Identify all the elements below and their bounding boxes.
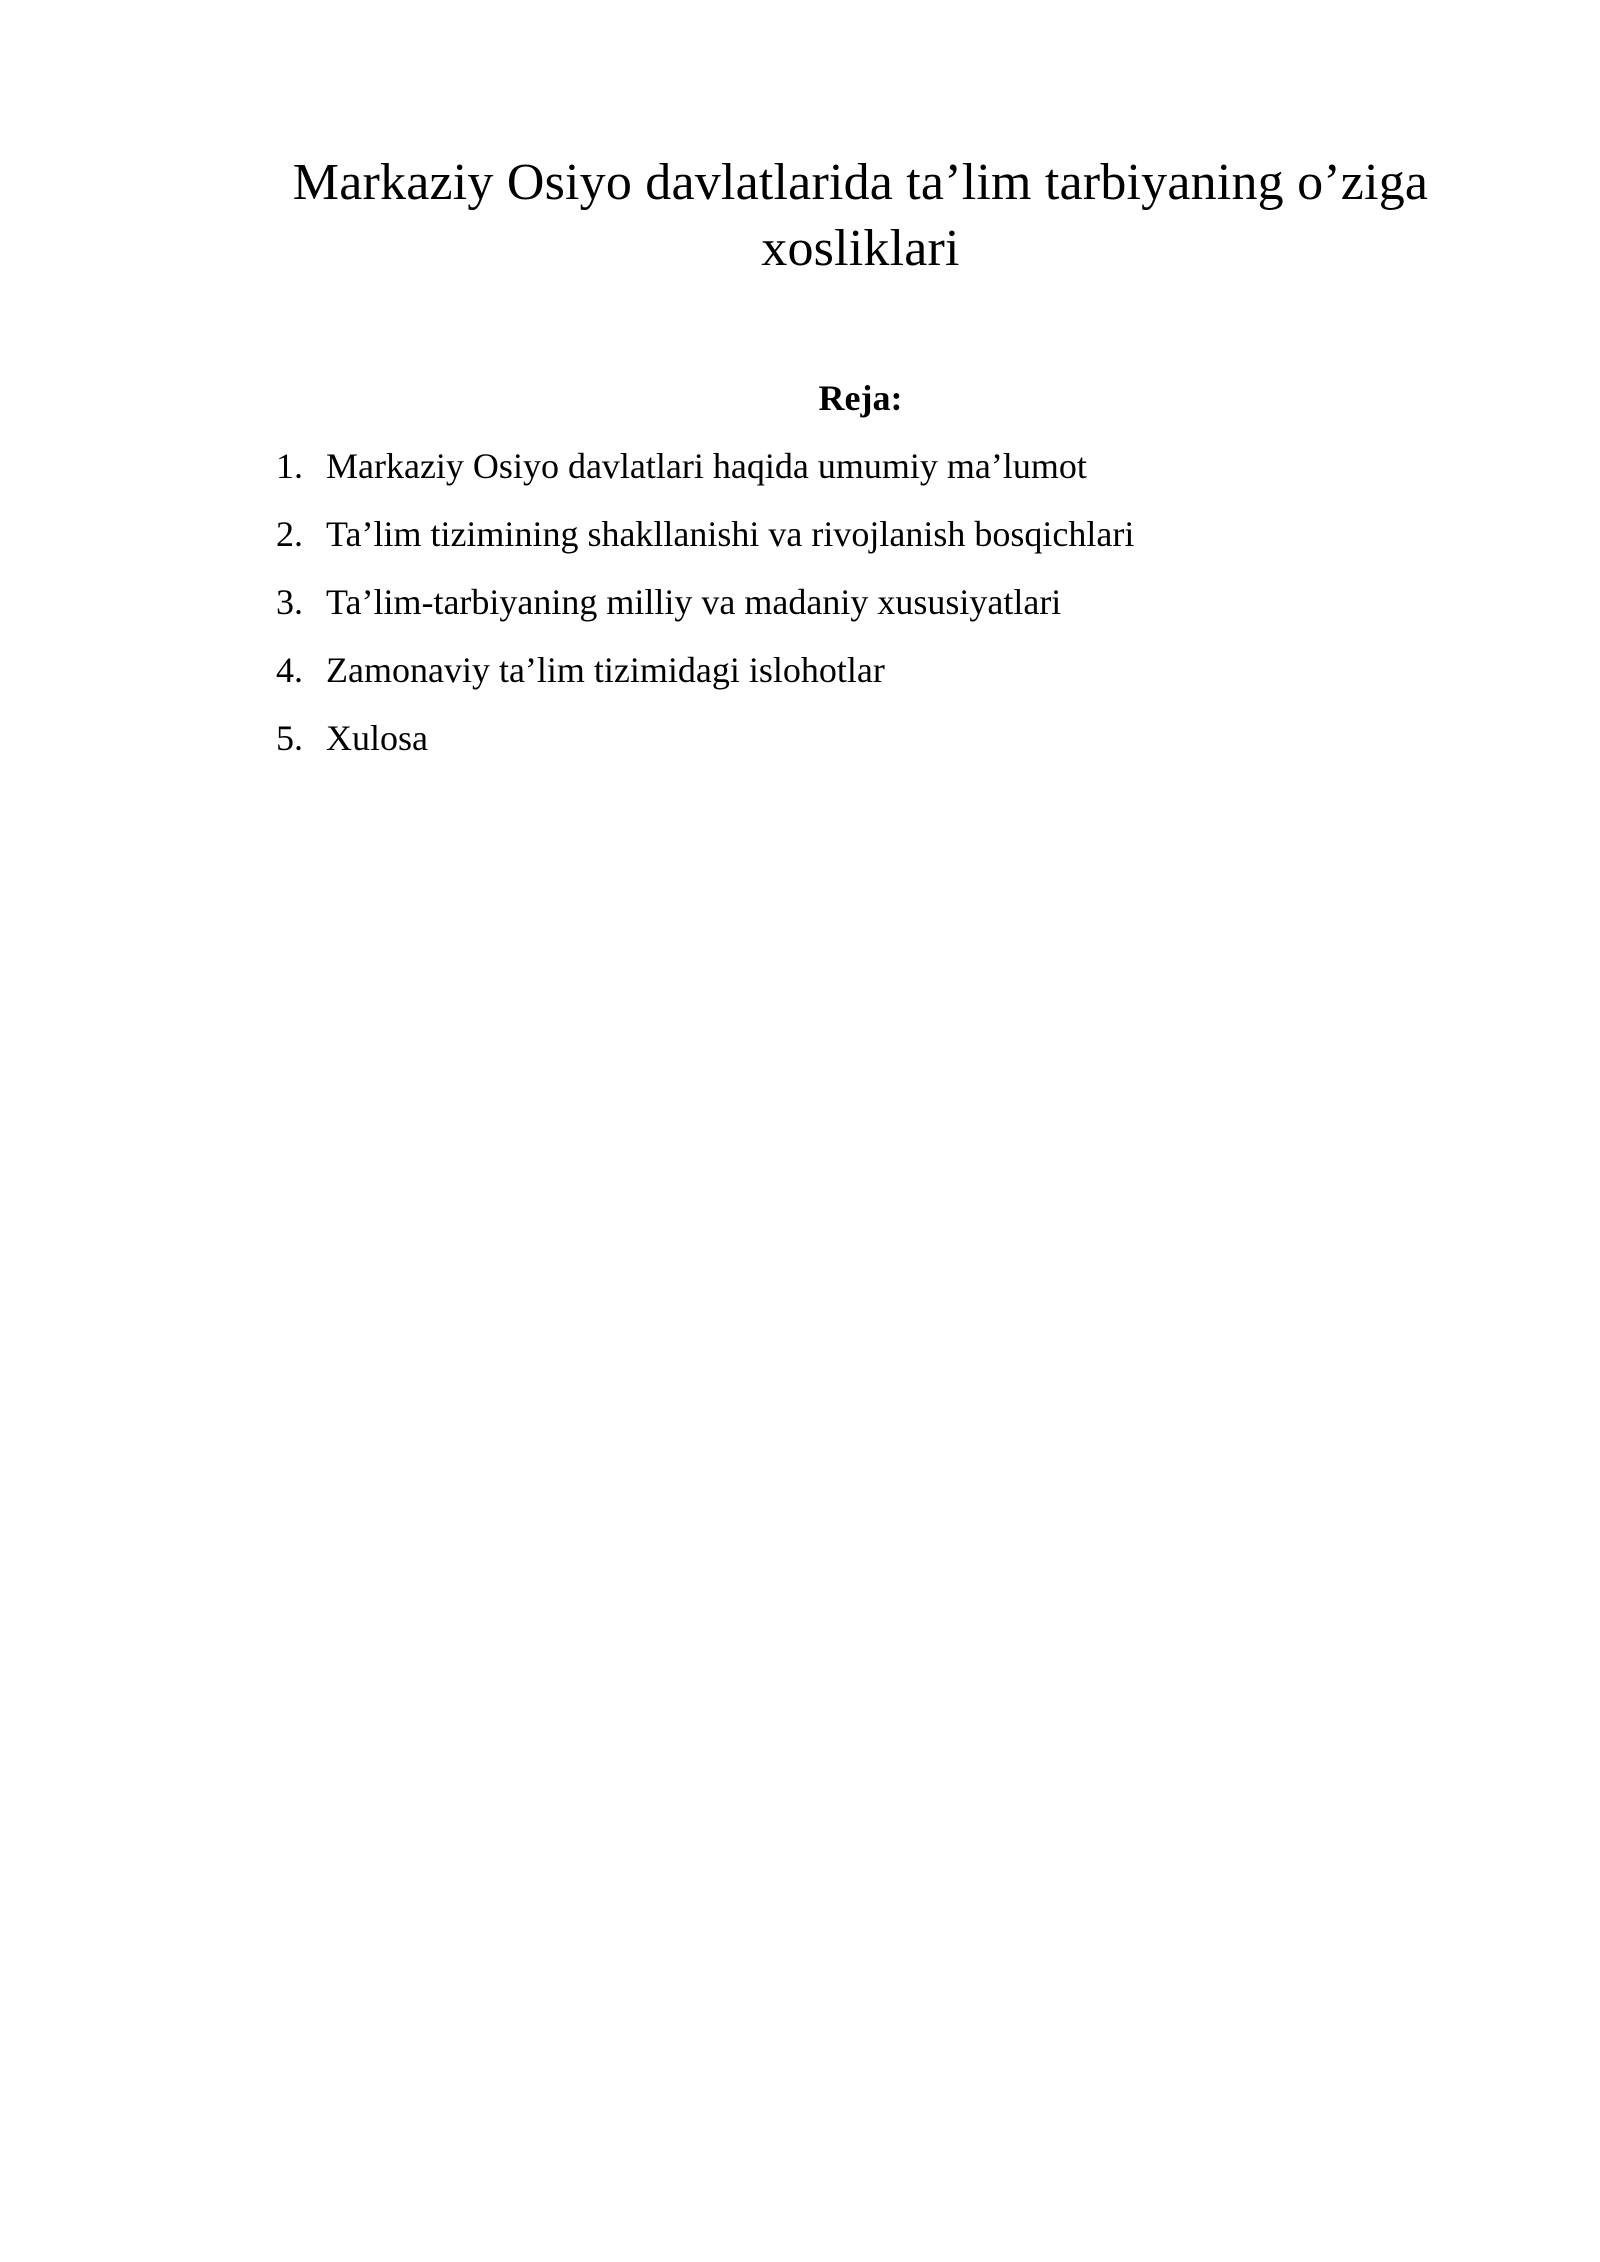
plan-item-text: Ta’lim tizimining shakllanishi va rivojlanish bosqichlari [326, 514, 1135, 554]
plan-item [276, 578, 1134, 646]
plan-item-number: 4. [276, 650, 303, 690]
plan-item-number: 3. [276, 582, 303, 622]
plan-item-number: 5. [276, 718, 303, 758]
plan-item-text: Ta’lim-tarbiyaning milliy va madaniy xususiyatlari [326, 582, 1062, 622]
plan-item-number: 2. [276, 514, 303, 554]
plan-item-text: Xulosa [326, 718, 428, 758]
plan-list [276, 442, 1134, 782]
plan-item [276, 510, 1134, 578]
plan-item [276, 442, 1134, 510]
plan-item [276, 646, 1134, 714]
plan-heading: Reja: [818, 378, 903, 418]
plan-item [276, 714, 1134, 782]
plan-item-text: Zamonaviy ta’lim tizimidagi islohotlar [326, 650, 885, 690]
document-title: Markaziy Osiyo davlatlarida ta’lim tarbiyaning o’ziga xosliklari [292, 154, 1429, 277]
plan-item-text: Markaziy Osiyo davlatlari haqida umumiy ma’lumot [326, 446, 1087, 486]
plan-item-number: 1. [276, 446, 303, 486]
